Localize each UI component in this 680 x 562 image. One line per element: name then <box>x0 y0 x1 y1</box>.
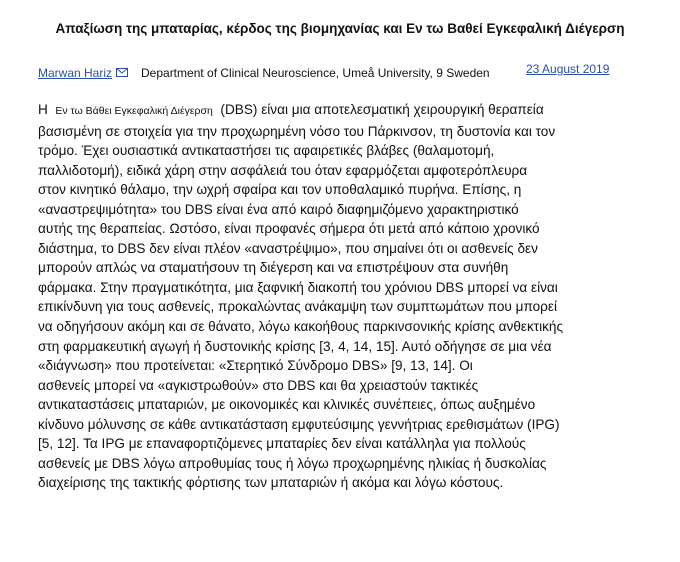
publication-date[interactable]: 23 August 2019 <box>526 62 610 76</box>
body-line: αντικαταστάσεις μπαταριών, με οικονομικές και κλινικές συνέπειες, όπως αυξημένο <box>38 397 536 413</box>
author-link[interactable]: Marwan Hariz <box>38 66 113 80</box>
body-line: ασθενείς με DBS λόγω απροθυμίας τους ή λόγω προχωρημένης ηλικίας ή δυσκολίας <box>38 455 547 471</box>
body-line: τρόμο. Έχει ουσιαστικά αντικαταστήσει τις αφαιρετικές βλάβες (θαλαμοτομή, <box>38 143 495 159</box>
body-line: [5, 12]. Τα IPG με επαναφορτιζόμενες μπαταρίες δεν είναι κατάλληλα για πολλούς <box>38 436 526 452</box>
body-line: φάρμακα. Στην πραγματικότητα, μια ξαφνική διακοπή του χρόνιου DBS μπορεί να είναι <box>38 279 558 295</box>
body-line: «διάγνωση» που προτείνεται: «Στερητικό Σύνδρομο DBS» [9, 13, 14]. Οι <box>38 358 473 374</box>
body-line: διαχείρισης της τακτικής φόρτισης των μπαταριών ή ακόμα και λόγω κόστους. <box>38 475 504 491</box>
article-body <box>38 100 640 493</box>
body-line: αυτής της θεραπείας. Ωστόσο, είναι προφανές σήμερα ότι μετά από κάποιο χρονικό <box>38 221 540 237</box>
body-line: επικίνδυνη για τους ασθενείς, προκαλώντας ανάκαμψη των συμπτωμάτων που μπορεί <box>38 299 557 315</box>
paragraph-initial: Η <box>38 102 48 117</box>
body-line: παλλιδοτομή), ειδικά χάρη στην ασφάλειά του όταν εφαρμόζεται αμφοτερόπλευρα <box>38 162 528 178</box>
body-line: στη φαρμακευτική αγωγή ή δυστονικής κρίσης [3, 4, 14, 15]. Αυτό οδήγησε σε μια νέα <box>38 338 552 354</box>
body-line: κίνδυνο μόλυνσης σε κάθε αντικατάσταση εμφυτεύσιμης γεννήτριας ερεθισμάτων (IPG) <box>38 416 560 432</box>
body-line <box>38 100 640 122</box>
body-line: «αναστρεψιμότητα» του DBS είναι ένα από καιρό διαφημιζόμενο χαρακτηριστικό <box>38 201 519 217</box>
dbs-term: Εν τω Βάθει Εγκεφαλική Διέγερση <box>55 105 213 117</box>
body-line: διάστημα, το DBS δεν είναι πλέον «αναστρέψιμο», που σημαίνει ότι οι ασθενείς δεν <box>38 240 538 256</box>
body-line: βασισμένη σε στοιχεία για την προχωρημένη νόσο του Πάρκινσον, τη δυστονία και τον <box>38 123 556 139</box>
author-affiliation: Department of Clinical Neuroscience, Umeå University, 9 Sweden <box>141 66 490 80</box>
body-line: στον κινητικό θάλαμο, την ωχρή σφαίρα και τον υποθαλαμικό πυρήνα. Επίσης, η <box>38 182 522 198</box>
first-line-text: (DBS) είναι μια αποτελεσματική χειρουργική θεραπεία <box>220 102 544 117</box>
body-line: μπορούν απλώς να σταματήσουν τη διέγερση και να επιστρέψουν στα συνήθη <box>38 260 509 276</box>
body-line: να οδηγήσουν ακόμη και σε θάνατο, λόγω κακοήθους παρκινσονικής κρίσης ανθεκτικής <box>38 319 564 335</box>
envelope-icon[interactable] <box>116 66 128 75</box>
body-line: ασθενείς μπορεί να «αγκιστρωθούν» στο DBS και θα χρειαστούν τακτικές <box>38 377 479 393</box>
article-title: Απαξίωση της μπαταρίας, κέρδος της βιομηχανίας και Εν τω Βαθεί Εγκεφαλική Διέγερση <box>55 21 625 36</box>
article-meta <box>38 62 638 82</box>
